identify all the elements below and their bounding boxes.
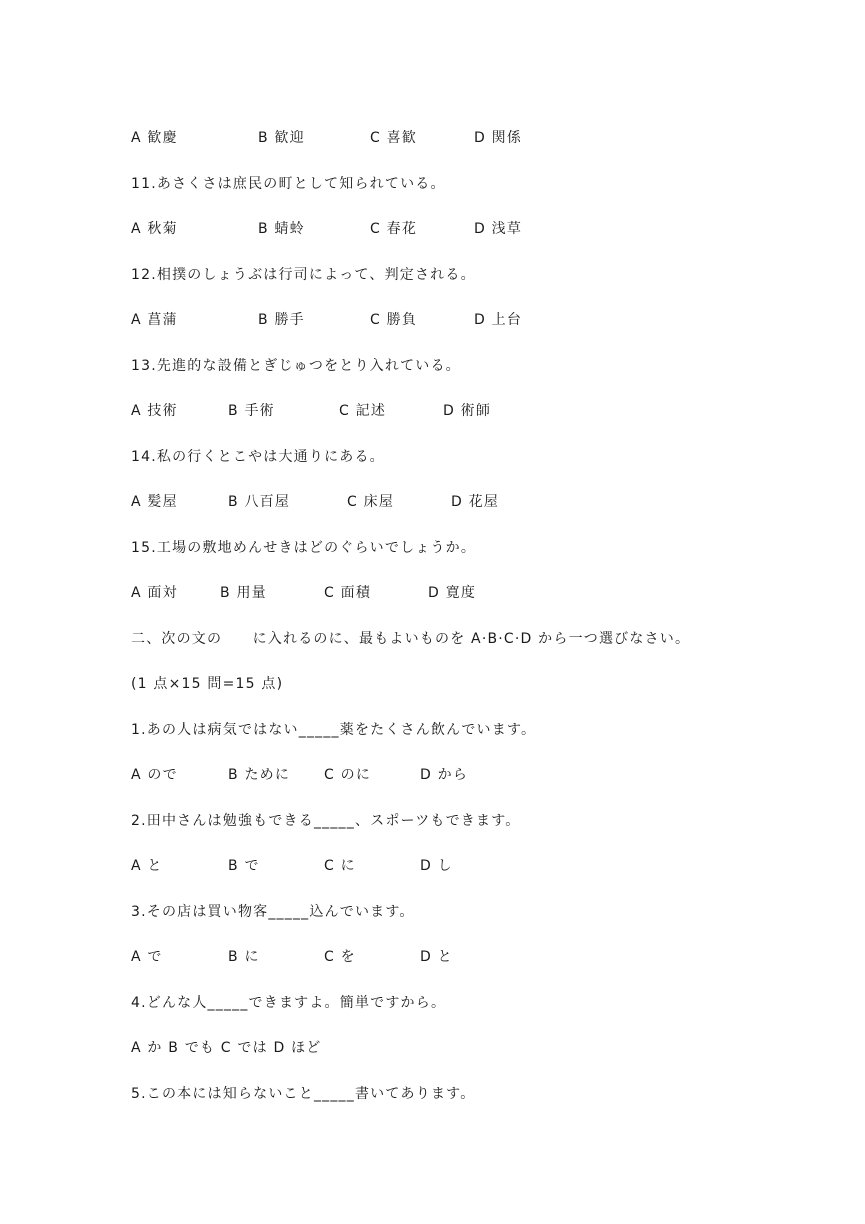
option-b: B 蜻蛉 bbox=[258, 221, 305, 237]
question-11: 11.あさくさは庶民の町として知られている。 bbox=[131, 176, 446, 192]
option-d: D 術師 bbox=[443, 403, 492, 419]
option-a: A 髪屋 bbox=[131, 494, 178, 510]
option-c: C 喜歓 bbox=[370, 130, 418, 146]
grammar-question-3: 3.その店は買い物客_____込んでいます。 bbox=[131, 904, 415, 920]
option-c: C を bbox=[324, 949, 356, 965]
option-c: C のに bbox=[324, 767, 372, 783]
option-a: A と bbox=[131, 858, 163, 874]
grammar-question-5: 5.この本には知らないこと_____書いてあります。 bbox=[131, 1086, 476, 1102]
section-scoring: (1 点×15 問=15 点) bbox=[131, 676, 284, 692]
option-d: D 関係 bbox=[474, 130, 523, 146]
question-14: 14.私の行くとこやは大通りにある。 bbox=[131, 449, 385, 465]
option-d: D 寛度 bbox=[428, 585, 477, 601]
option-b: B 歓迎 bbox=[258, 130, 305, 146]
option-b: B ために bbox=[228, 767, 291, 783]
section-heading: 二、次の文の に入れるのに、最もよいものを A·B·C·D から一つ選びなさい。 bbox=[131, 631, 691, 647]
option-b: B で bbox=[228, 858, 260, 874]
option-c: C に bbox=[324, 858, 356, 874]
option-a: A で bbox=[131, 949, 163, 965]
option-d: D 上台 bbox=[474, 312, 523, 328]
option-a: A 菖蒲 bbox=[131, 312, 178, 328]
option-a: A ので bbox=[131, 767, 178, 783]
question-12: 12.相撲のしょうぶは行司によって、判定される。 bbox=[131, 267, 476, 283]
grammar-question-4: 4.どんな人_____できますよ。簡単ですから。 bbox=[131, 995, 447, 1011]
option-a: A 技術 bbox=[131, 403, 178, 419]
option-d: D から bbox=[420, 767, 469, 783]
option-d: D し bbox=[420, 858, 453, 874]
option-b: B 用量 bbox=[220, 585, 267, 601]
option-a: A 秋菊 bbox=[131, 221, 178, 237]
option-c: C 記述 bbox=[339, 403, 387, 419]
option-c: C 床屋 bbox=[347, 494, 395, 510]
option-a: A 面対 bbox=[131, 585, 178, 601]
option-c: C 面積 bbox=[324, 585, 372, 601]
option-d: D 浅草 bbox=[474, 221, 523, 237]
option-d: D 花屋 bbox=[451, 494, 500, 510]
option-c: C 勝負 bbox=[370, 312, 418, 328]
grammar-question-2: 2.田中さんは勉強もできる_____、スポーツもできます。 bbox=[131, 813, 521, 829]
option-b: B 勝手 bbox=[258, 312, 305, 328]
option-a: A 歓慶 bbox=[131, 130, 178, 146]
option-b: B 八百屋 bbox=[228, 494, 291, 510]
answer-options-g4: A か B でも C では D ほど bbox=[131, 1040, 322, 1056]
grammar-question-1: 1.あの人は病気ではない_____薬をたくさん飲んでいます。 bbox=[131, 722, 537, 738]
question-15: 15.工場の敷地めんせきはどのぐらいでしょうか。 bbox=[131, 540, 477, 556]
question-13: 13.先進的な設備とぎじゅつをとり入れている。 bbox=[131, 358, 461, 374]
option-c: C 春花 bbox=[370, 221, 418, 237]
option-b: B に bbox=[228, 949, 260, 965]
option-b: B 手術 bbox=[228, 403, 275, 419]
option-d: D と bbox=[420, 949, 453, 965]
